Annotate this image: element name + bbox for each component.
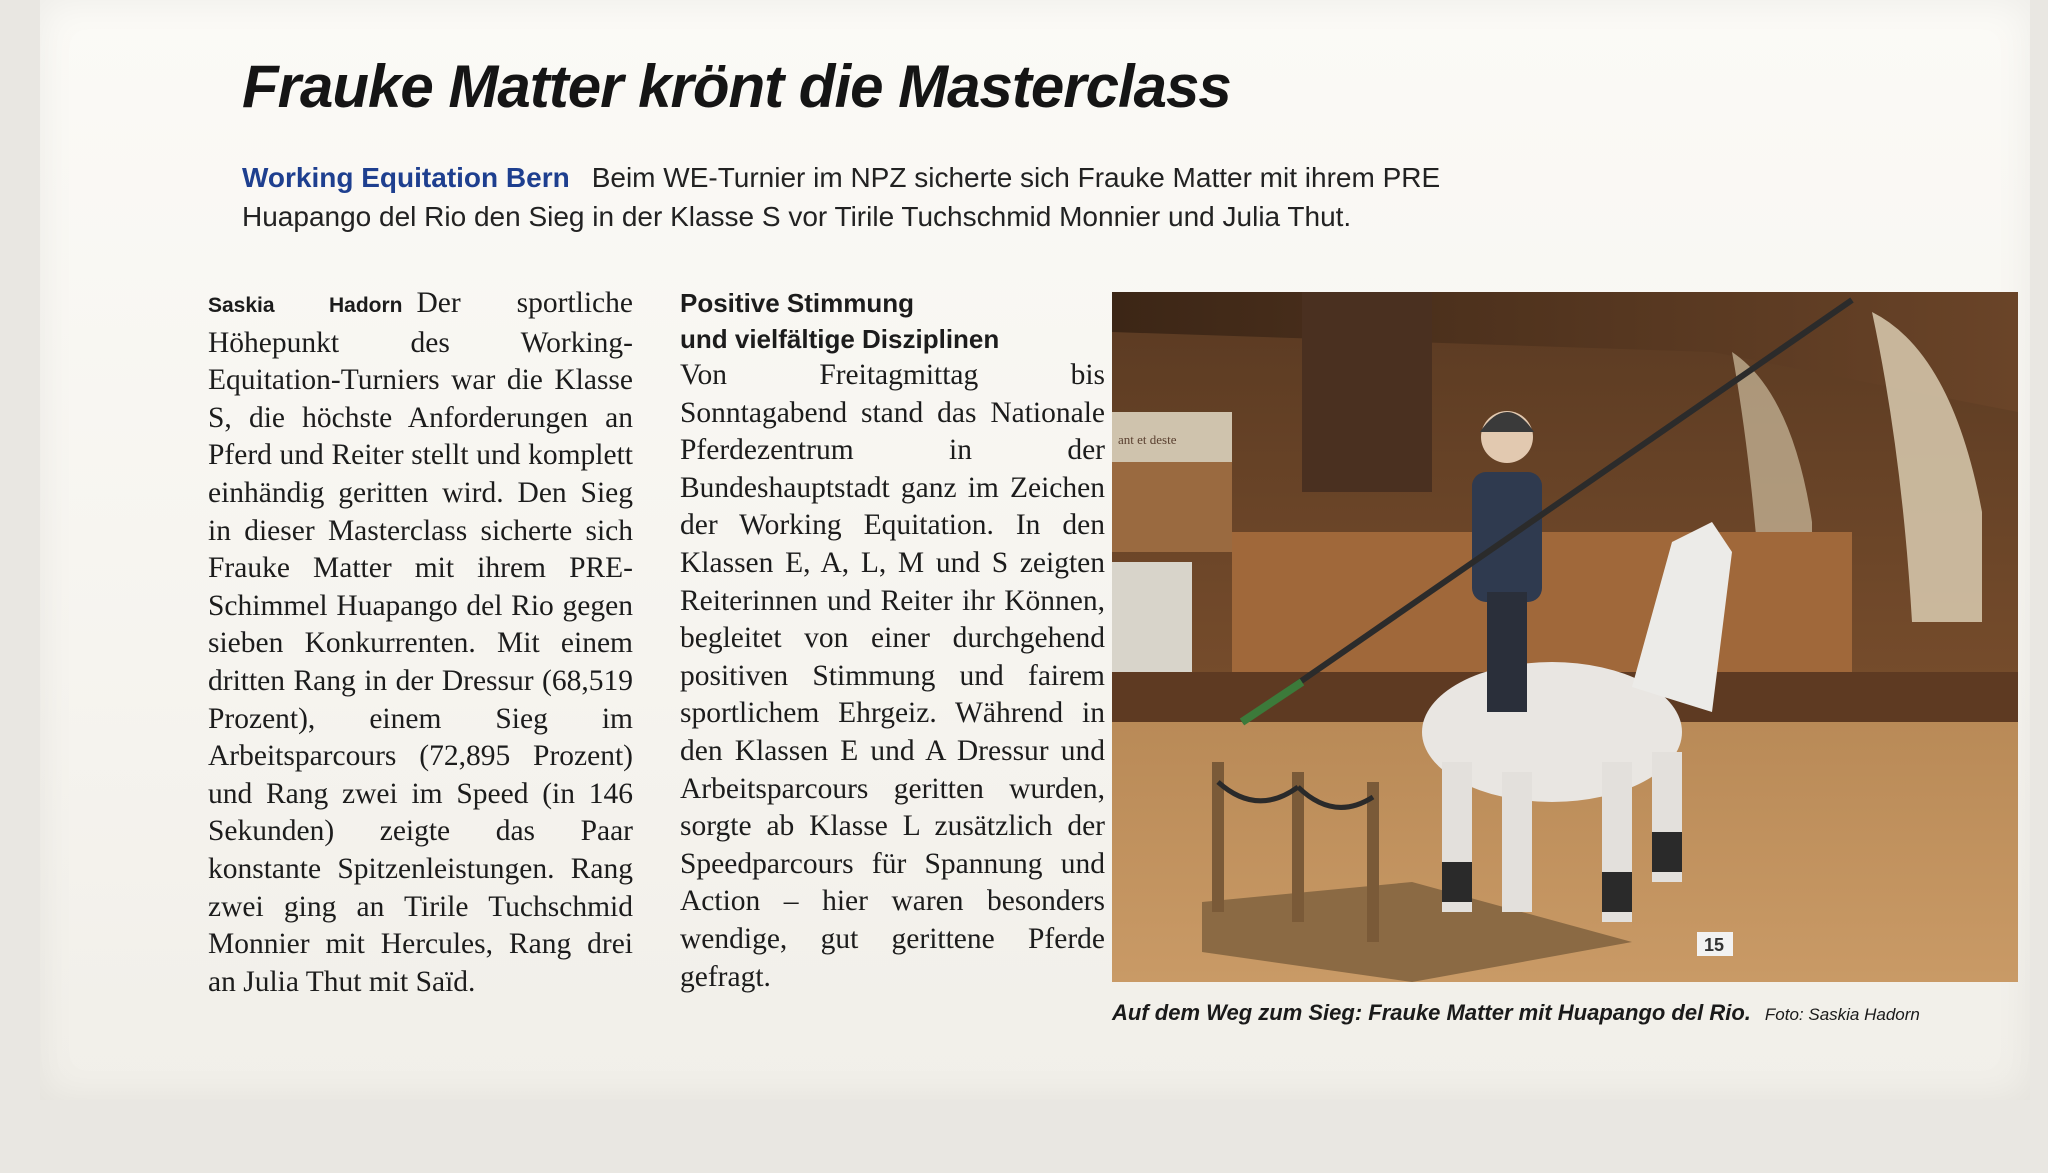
lead-text: Beim WE-Turnier im NPZ sicherte sich Frauke Matter mit ihrem PRE Huapango del Rio den Sieg in der Klasse S vor Tirile Tuchschmid Monnier und Julia Thut. — [242, 162, 1441, 232]
author-byline: Saskia Hadorn — [208, 294, 403, 317]
article-column-1 — [208, 285, 633, 1001]
article-kicker: Working Equitation Bern — [242, 162, 570, 193]
caption-text: Auf dem Weg zum Sieg: Frauke Matter mit Huapango del Rio. — [1112, 1000, 1751, 1025]
article-lead — [242, 158, 1542, 236]
column-1-body: Der sportliche Höhepunkt des Working-Equitation-Turniers war die Klasse S, die höchste Anforderungen an Pferd und Reiter stellt und komplett einhändig geritten wird. Den Sieg in dieser Masterclass sicherte sich Frauke Matter mit ihrem PRE-Schimmel Huapango del Rio gegen sieben Konkurrenten. Mit einem dritten Rang in der Dressur (68,519 Prozent), einem Sieg im Arbeitsparcours (72,895 Prozent) und Rang zwei im Speed (in 146 Sekunden) zeigte das Paar konstante Spitzenleistungen. Rang zwei ging an Tirile Tuchschmid Monnier mit Hercules, Rang drei an Julia Thut mit Saïd. — [208, 287, 633, 998]
obstacle-number: 15 — [1704, 935, 1725, 955]
subheading — [680, 285, 1105, 357]
article-photo — [1112, 292, 2018, 982]
photo-sign-text: ant et deste — [1118, 432, 1177, 447]
newspaper-page — [40, 0, 2030, 1100]
photo-caption — [1112, 1000, 2032, 1026]
photo-illustration — [1112, 292, 2018, 982]
subheading-line-2: und vielfältige Disziplinen — [680, 324, 1000, 354]
article-column-2 — [680, 285, 1105, 996]
article-headline: Frauke Matter krönt die Masterclass — [242, 53, 1231, 120]
photo-credit: Foto: Saskia Hadorn — [1764, 1005, 1920, 1024]
column-2-body: Von Freitagmittag bis Sonntagabend stand das Nationale Pferdezentrum in der Bundeshauptstadt ganz im Zeichen der Working Equitation. In den Klassen E, A, L, M und S zeigten Reiterinnen und Reiter ihr Können, begleitet von einer durchgehend positiven Stimmung und fairem sportlichem Ehrgeiz. Während in den Klassen E und A Dressur und Arbeitsparcours geritten wurden, sorgte ab Klasse L zusätzlich der Speedparcours für Spannung und Action – hier waren besonders wendige, gut gerittene Pferde gefragt. — [680, 359, 1105, 993]
subheading-line-1: Positive Stimmung — [680, 288, 915, 318]
